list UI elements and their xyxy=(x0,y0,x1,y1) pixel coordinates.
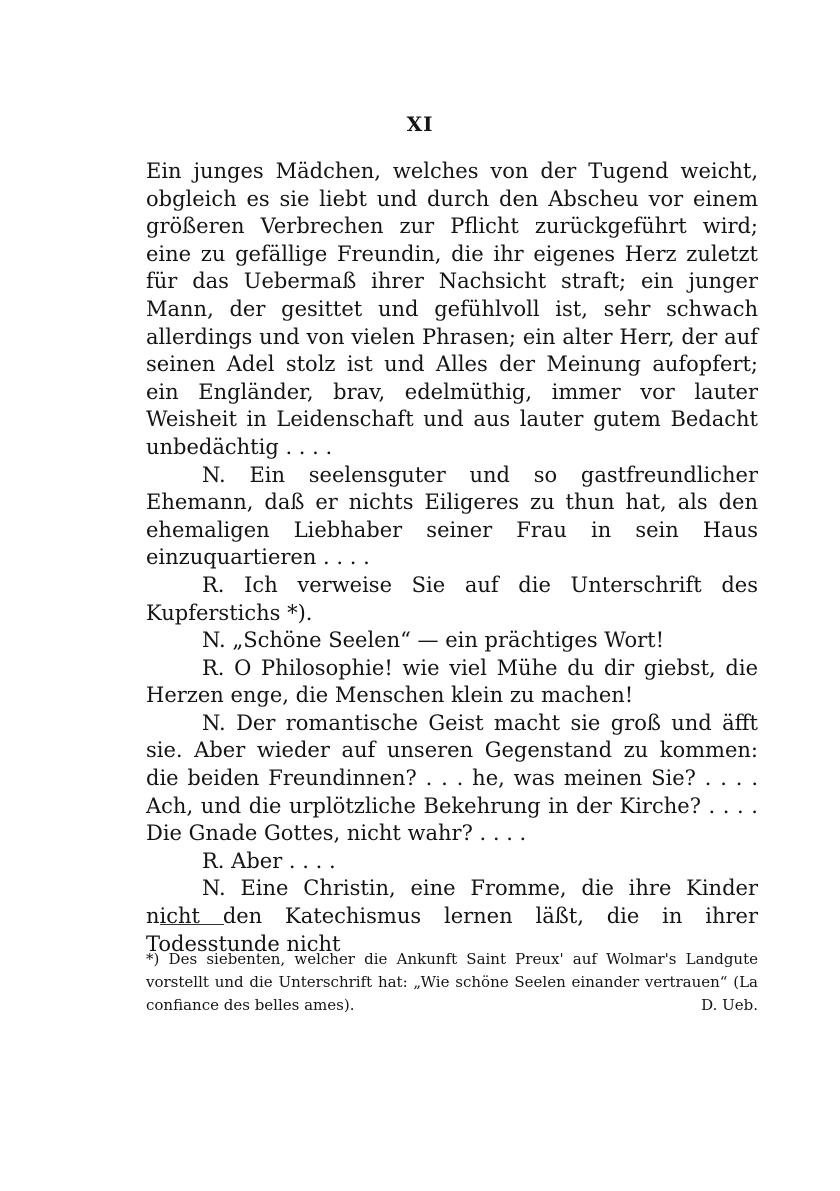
paragraph-dialogue: R. Aber . . . . xyxy=(202,848,336,873)
paragraph-dialogue: N. Eine Christin, eine Fromme, die ihre Kinder nicht den Katechismus lernen läßt, die in ihrer Todesstunde nicht xyxy=(146,876,758,956)
paragraph-dialogue: R. O Philosophie! wie viel Mühe du dir giebst, die Herzen enge, die Menschen klein zu machen! xyxy=(146,655,758,708)
translator-note: D. Ueb. xyxy=(701,996,758,1014)
paragraph-intro: Ein junges Mädchen, welches von der Tugend weicht, obgleich es sie liebt und durch den Abscheu vor einem größeren Verbrechen zur Pflicht zurückgeführt wird; eine zu gefällige Freundin, die ihr eigenes Herz zuletzt für das Uebermaß ihrer Nachsicht straft; ein junger Mann, der gesittet und gefühlvoll ist, sehr schwach allerdings und von vielen Phrasen; ein alter Herr, der auf seinen Adel stolz ist und Alles der Meinung aufopfert; ein Engländer, brav, edelmüthig, immer vor lauter Weisheit in Leidenschaft und aus lauter gutem Bedacht unbedächtig . . . . xyxy=(146,159,758,459)
paragraph-dialogue: N. „Schöne Seelen“ — ein prächtiges Wort! xyxy=(202,628,665,653)
footnote-text: *) Des siebenten, welcher die Ankunft Saint Preux' auf Wolmar's Landgute vorstellt und die Unterschrift hat: „Wie schöne Seelen einander vertrauen“ (La confiance des belles ames). xyxy=(146,950,758,1014)
footnote-divider xyxy=(160,924,224,925)
paragraph-dialogue: N. Ein seelensguter und so gastfreundlicher Ehemann, daß er nichts Eiligeres zu thun hat, als den ehemaligen Liebhaber seiner Frau in sein Haus einzuquartieren . . . . xyxy=(146,462,758,570)
footnote xyxy=(146,948,758,1017)
page-number: XI xyxy=(406,112,434,136)
paragraph-dialogue: N. Der romantische Geist macht sie groß und äfft sie. Aber wieder auf unseren Gegenstand zu kommen: die beiden Freundinnen? . . . he, was meinen Sie? . . . . Ach, und die urplötzliche Bekehrung in der Kirche? . . . . Die Gnade Gottes, nicht wahr? . . . . xyxy=(146,710,758,846)
paragraph-dialogue: R. Ich verweise Sie auf die Unterschrift des Kupferstichs *). xyxy=(146,572,758,625)
main-text xyxy=(146,158,758,958)
